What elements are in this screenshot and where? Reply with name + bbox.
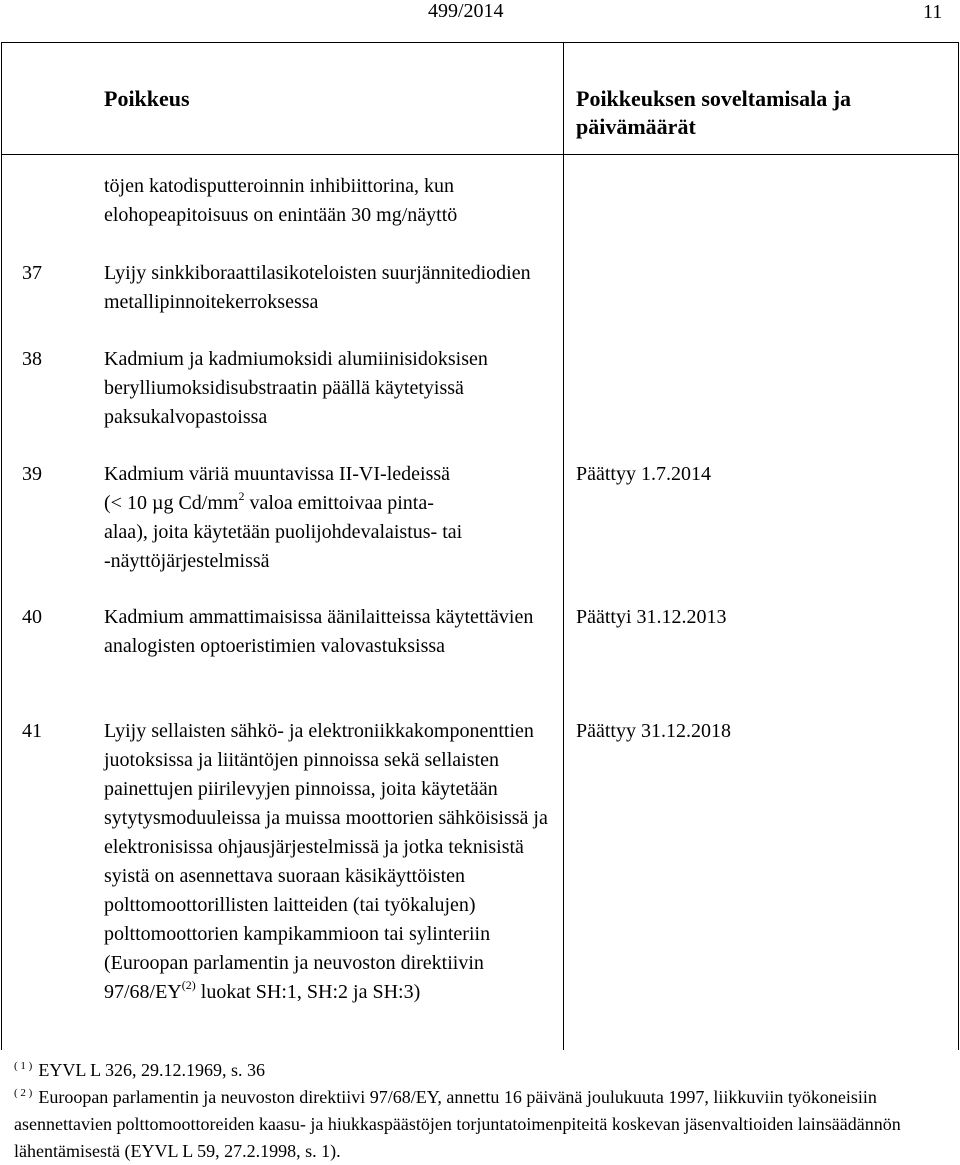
row-text-part: valoa emittoivaa pinta- alaa), joita käytetään puolijohdevalaistus- tai -näyttöjärjestelmissä [104, 492, 463, 572]
row-number: 37 [22, 262, 42, 284]
row-number: 38 [22, 348, 42, 370]
table-column-divider [563, 42, 564, 1050]
footnote [14, 1080, 944, 1165]
row-number: 41 [22, 720, 42, 742]
row-status: Päättyy 31.12.2018 [576, 720, 731, 742]
row-text [104, 460, 554, 576]
footnote-mark: ( 2 ) [14, 1087, 33, 1099]
superscript: (2) [181, 978, 196, 992]
row-number: 40 [22, 606, 42, 628]
column-header-scope: Poikkeuksen soveltamisala ja päivämäärät [576, 86, 852, 139]
row-text-part: Lyijy sellaisten sähkö- ja elektroniikkakomponenttien juotoksissa ja liitäntöjen pinnoissa sekä sellaisten painettujen piirilevyjen pinnoissa, joita käytetään sytytysmoduuleissa ja muissa moottorien sähköisissä ja elektronisissa ohjausjärjestelmissä ja jotka teknisistä syistä on asennettava suoraan käsikäyttöisten polttomoottorillisten laitteiden (tai työkalujen) polttomoottorien kampikammioon tai sylinteriin (Euroopan parlamentin ja neuvoston direktiivin 97/68/EY [104, 720, 548, 1003]
table-top-border [1, 42, 959, 43]
footnote-mark: ( 1 ) [14, 1060, 33, 1072]
continuation-text: töjen katodisputteroinnin inhibiittorina, kun elohopeapitoisuus on enintään 30 mg/näyttö [104, 175, 458, 226]
row-text-part: Kadmium väriä muuntavissa II-VI-ledeissä (< 10 µg Cd/mm [104, 463, 451, 514]
table-left-border [1, 42, 2, 1050]
superscript: 2 [238, 489, 245, 503]
column-header-exception: Poikkeus [104, 86, 190, 111]
page-number: 11 [923, 1, 943, 23]
row-status: Päättyi 31.12.2013 [576, 606, 727, 628]
row-text [104, 717, 554, 1007]
row-text: Lyijy sinkkiboraattilasikoteloisten suurjännitediodien metallipinnoitekerroksessa [104, 262, 531, 313]
document-number: 499/2014 [428, 0, 504, 22]
row-text: Kadmium ammattimaisissa äänilaitteissa käytettävien analogisten optoeristimien valovastuksissa [104, 606, 534, 657]
row-status: Päättyy 1.7.2014 [576, 463, 711, 485]
row-text: Kadmium ja kadmiumoksidi alumiinisidoksisen berylliumoksidisubstraatin päällä käytetyissä paksukalvopastoissa [104, 348, 488, 428]
footnote-text: EYVL L 326, 29.12.1969, s. 36 [38, 1060, 265, 1080]
row-text-part: luokat SH:1, SH:2 ja SH:3) [195, 981, 421, 1003]
table-right-border [958, 42, 959, 1050]
row-number: 39 [22, 463, 42, 485]
footnote-text: Euroopan parlamentin ja neuvoston direktiivi 97/68/EY, annettu 16 päivänä joulukuuta 1997, liikkuviin työkoneisiin asennettavien polttomoottoreiden kaasu- ja hiukkaspäästöjen torjuntatoimenpiteitä koskevan jäsenvaltioiden lainsäädännön lähentämisestä (EYVL L 59, 27.2.1998, s. 1). [14, 1087, 901, 1161]
table-header-border [1, 154, 959, 155]
